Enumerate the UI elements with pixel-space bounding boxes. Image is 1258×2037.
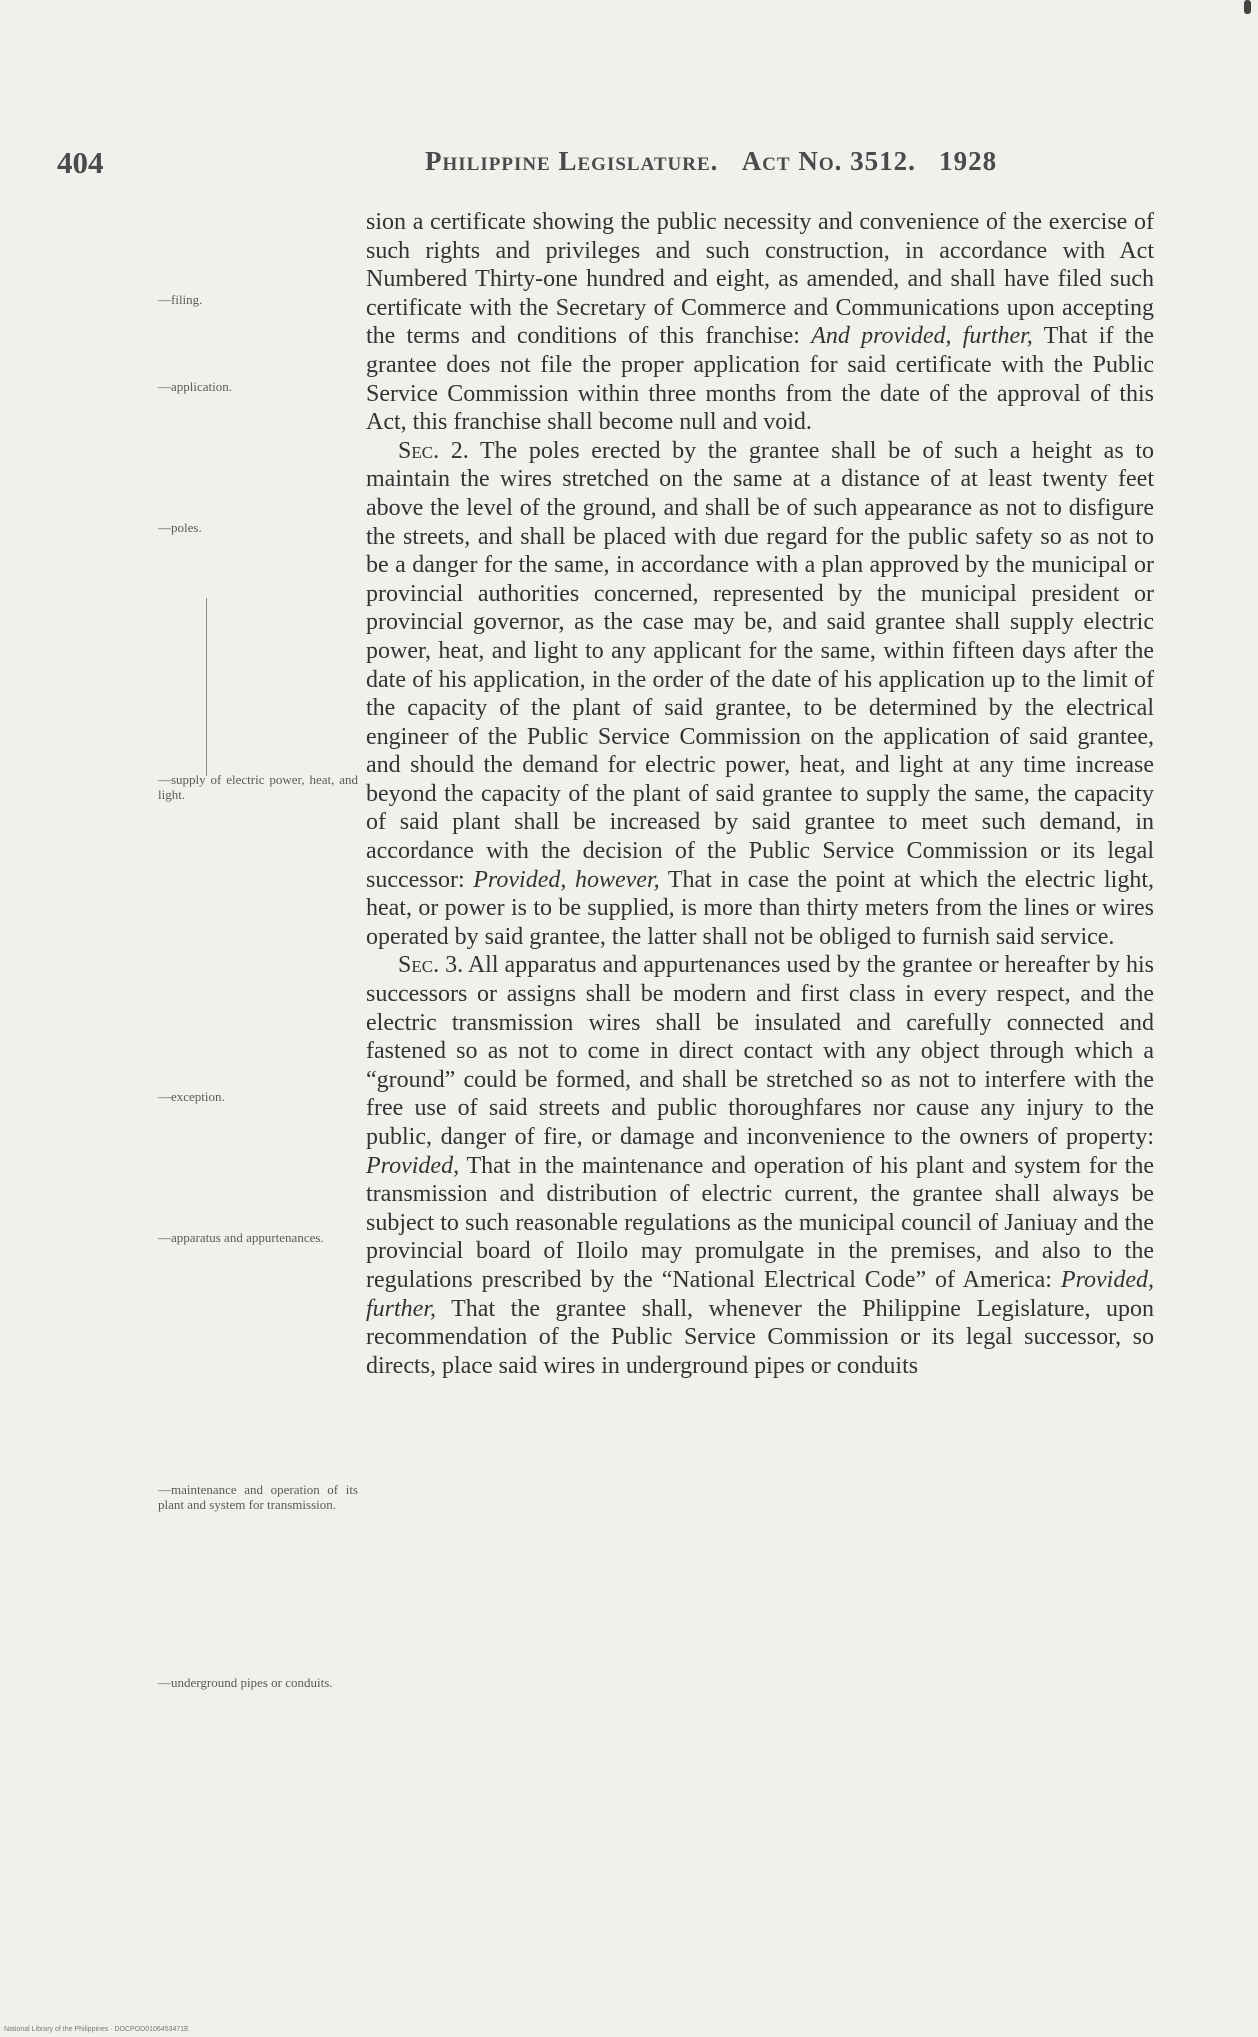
margin-note-supply: —supply of electric power, heat, and light. [158, 772, 358, 802]
scan-mark [1244, 0, 1251, 14]
page-number: 404 [57, 145, 104, 180]
margin-note-underground: —underground pipes or conduits. [158, 1675, 333, 1690]
body-text [366, 208, 1154, 1380]
margin-note-application: —application. [158, 379, 233, 394]
running-head-title: Philippine Legislature. [425, 146, 719, 176]
margin-note-poles: —poles. [158, 520, 202, 535]
margin-note-exception: —exception. [158, 1089, 225, 1104]
running-head [425, 146, 997, 177]
margin-note-filing: —filing. [158, 292, 203, 307]
section-2-label: Sec. 2. [398, 437, 469, 464]
section-2: Sec. 2. The poles erected by the grantee shall be of such a height as to maintain the wires stretched on the same at a distance of at least twenty feet above the level of the ground, and shall be of such appearance as not to disfigure the streets, and shall be placed with due regard for the public safety so as not to be a danger for the same, in accordance with a plan approved by the municipal or provincial authorities concerned, represented by the municipal president or provincial governor, as the case may be, and said grantee shall supply electric power, heat, and light to any applicant for the same, within fifteen days after the date of his application, in the order of the date of his application up to the limit of the capacity of the plant of said grantee, to be determined by the electrical engineer of the Public Service Commission on the application of said grantee, and should the demand for electric power, heat, and light at any time increase beyond the capacity of the plant of said grantee to supply the same, the capacity of said plant shall be increased by said grantee to meet such demand, in accordance with the decision of the Public Service Commission or its legal successor: Provided, however, That in case the point at which the electric light, heat, or power is to be supplied, is more than thirty meters from the lines or wires operated by said grantee, the latter shall not be obliged to furnish said service. [366, 437, 1154, 950]
footer-credit: National Library of the Philippines · DOCPOD0106453471E [4, 2026, 189, 2033]
margin-rule [206, 598, 207, 776]
margin-note-maintenance: —maintenance and operation of its plant and system for transmission. [158, 1482, 358, 1512]
paragraph-continuation: sion a certificate showing the public necessity and convenience of the exercise of such rights and privileges and such construction, in accordance with Act Numbered Thirty-one hundred and eight, as amended, and shall have filed such certificate with the Secretary of Commerce and Communications upon accepting the terms and conditions of this franchise: And provided, further, That if the grantee does not file the proper application for said certificate with the Public Service Commission within three months from the date of the approval of this Act, this franchise shall become null and void. [366, 209, 1155, 436]
running-head-year: 1928 [939, 146, 998, 176]
running-head-act: Act No. 3512. [741, 146, 916, 176]
section-3-label: Sec. 3. [398, 952, 464, 979]
margin-note-apparatus: —apparatus and appurtenances. [158, 1230, 324, 1245]
section-3: Sec. 3. All apparatus and appurtenances used by the grantee or hereafter by his successors or assigns shall be modern and first class in every respect, and the electric transmission wires shall be insulated and carefully connected and fastened so as not to come in direct contact with any object through which a “ground” could be formed, and shall be stretched so as not to interfere with the free use of said streets and public thoroughfares nor cause any injury to the public, danger of fire, or damage and inconvenience to the owners of property: Provided, That in the maintenance and operation of his plant and system for the transmission and distribution of electric current, the grantee shall always be subject to such reasonable regulations as the municipal council of Janiuay and the provincial board of Iloilo may promulgate in the premises, and also to the regulations prescribed by the “National Electrical Code” of America: Provided, further, That the grantee shall, whenever the Philippine Legislature, upon recommendation of the Public Service Commission or its legal successor, so directs, place said wires in underground pipes or conduits [366, 952, 1154, 1379]
